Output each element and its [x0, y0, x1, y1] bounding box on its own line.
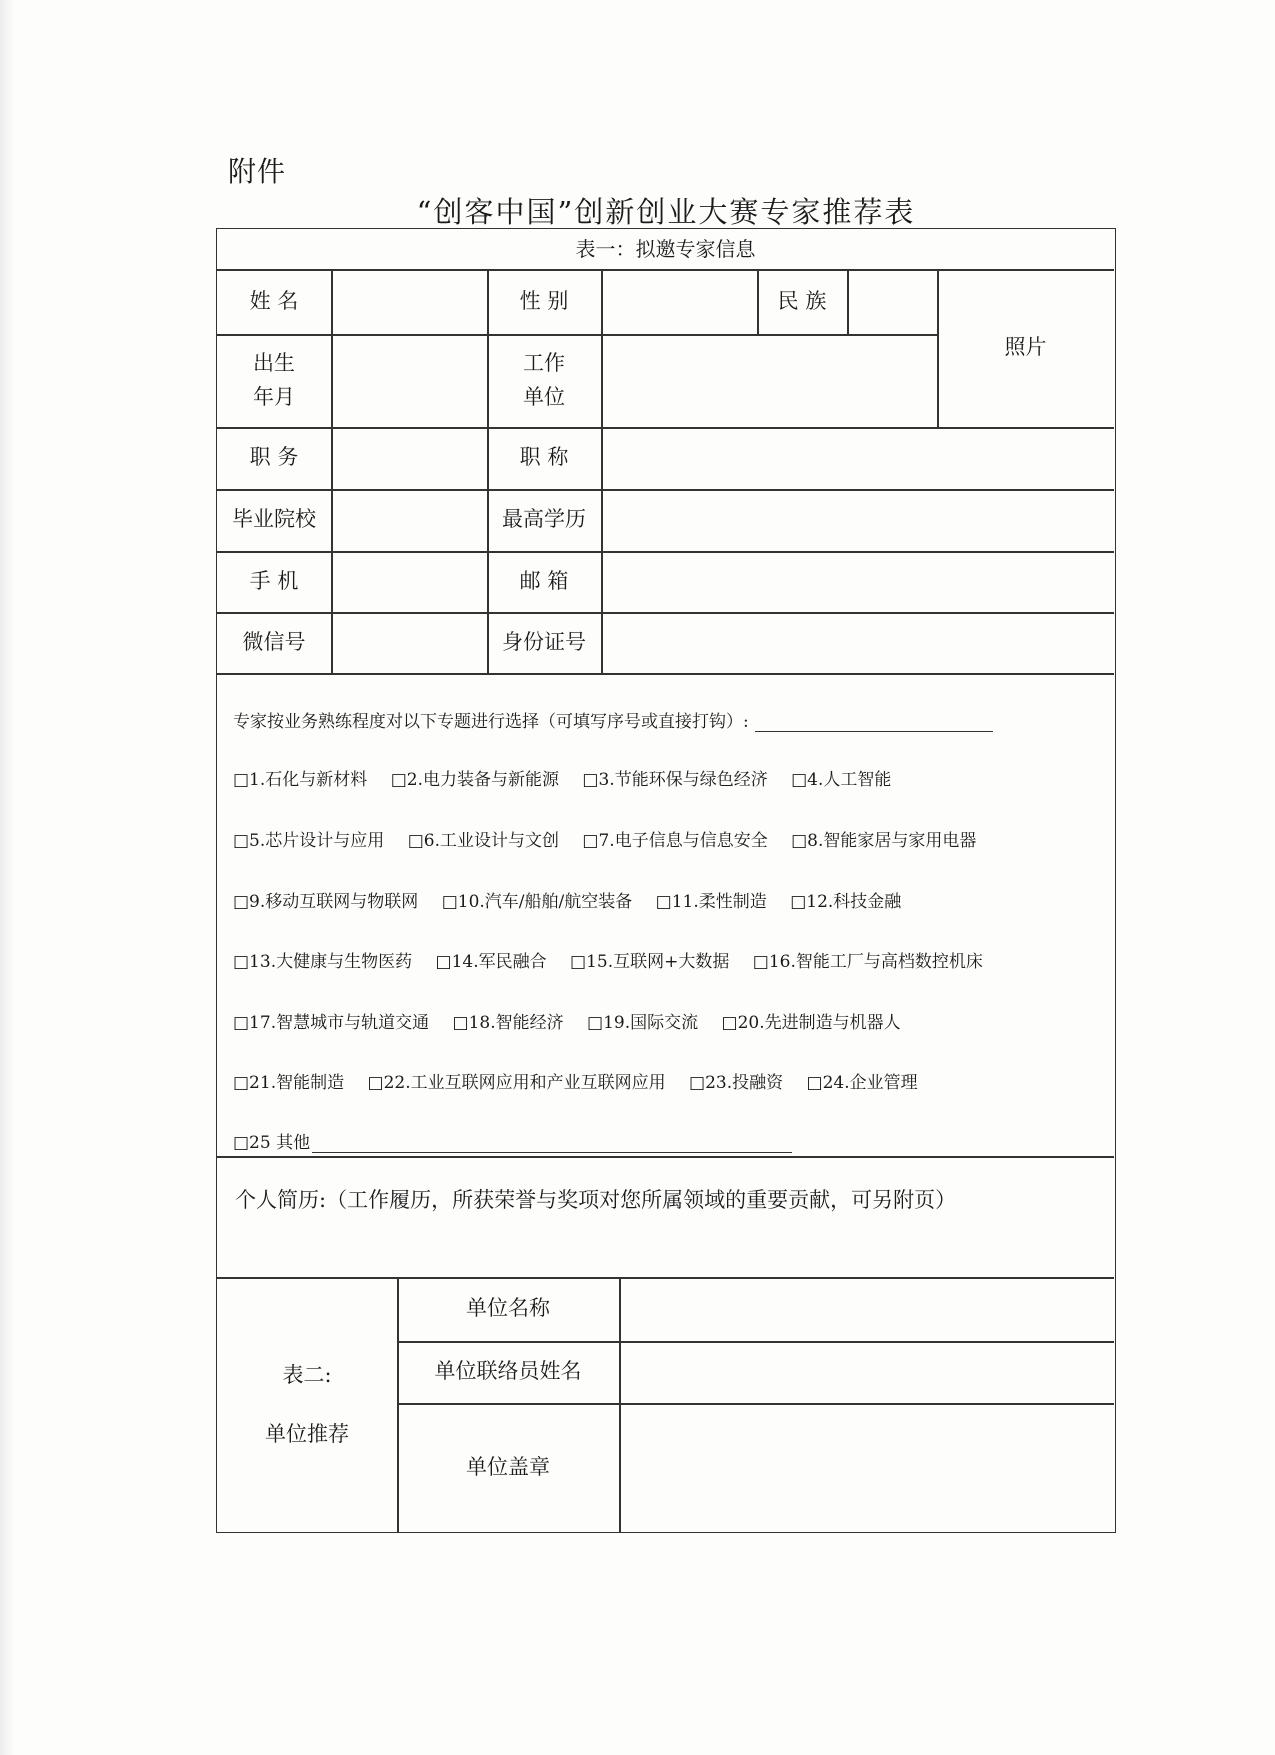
topic-checkbox[interactable]: □17.智慧城市与轨道交通 — [233, 1013, 430, 1033]
topic-checkbox[interactable]: □20.先进制造与机器人 — [721, 1013, 901, 1033]
table2-label-line1: 表二: — [282, 1362, 332, 1387]
topic-checkbox[interactable]: □15.互联网+大数据 — [570, 952, 730, 972]
title-field[interactable] — [601, 427, 1114, 489]
topic-other-blank[interactable] — [312, 1152, 792, 1153]
table2-label — [217, 1277, 397, 1532]
resume-prompt: 个人简历:（工作履历，所获荣誉与奖项对您所属领域的重要贡献，可另附页） — [235, 1188, 957, 1212]
topic-row-other — [233, 1128, 792, 1153]
birth-field[interactable] — [331, 334, 487, 427]
unit-name-label: 单位名称 — [466, 1296, 550, 1321]
topic-row — [233, 765, 909, 790]
topic-checkbox[interactable]: □19.国际交流 — [587, 1013, 699, 1033]
name-label: 姓 名 — [249, 288, 299, 313]
topic-checkbox[interactable]: □13.大健康与生物医药 — [233, 952, 413, 972]
id-number-field[interactable] — [601, 612, 1114, 673]
work-label-line1: 工作 — [523, 350, 565, 375]
recommendation-form — [216, 228, 1116, 1533]
wechat-label: 微信号 — [242, 629, 306, 654]
rule — [217, 673, 1114, 675]
topic-checkbox[interactable]: □1.石化与新材料 — [233, 770, 368, 790]
work-field[interactable] — [601, 334, 937, 427]
page-title: “创客中国”创新创业大赛专家推荐表 — [416, 195, 916, 229]
birth-label-line2: 年月 — [253, 384, 295, 409]
unit-name-field[interactable] — [619, 1277, 1114, 1341]
mobile-label: 手 机 — [249, 568, 299, 593]
school-field[interactable] — [331, 489, 487, 551]
topic-other-checkbox[interactable]: □25 其他 — [233, 1133, 311, 1153]
seal-field[interactable] — [619, 1403, 1114, 1532]
work-label-line2: 单位 — [523, 384, 565, 409]
table1-header: 表一：拟邀专家信息 — [575, 237, 756, 261]
topic-checkbox[interactable]: □16.智能工厂与高档数控机床 — [752, 952, 983, 972]
ethnicity-label: 民 族 — [777, 288, 827, 313]
scan-edge — [0, 0, 14, 1755]
topic-checkbox[interactable]: □24.企业管理 — [806, 1073, 918, 1093]
education-label: 最高学历 — [502, 507, 586, 532]
id-number-label: 身份证号 — [502, 629, 586, 654]
mobile-field[interactable] — [331, 551, 487, 612]
topic-row — [233, 1008, 919, 1033]
position-field[interactable] — [331, 427, 487, 489]
topics-intro-text: 专家按业务熟练程度对以下专题进行选择（可填写序号或直接打钩）: — [233, 712, 749, 732]
topic-checkbox[interactable]: □21.智能制造 — [233, 1073, 345, 1093]
topic-checkbox[interactable]: □2.电力装备与新能源 — [390, 770, 559, 790]
topic-checkbox[interactable]: □8.智能家居与家用电器 — [791, 831, 977, 851]
school-label: 毕业院校 — [232, 507, 316, 532]
topic-checkbox[interactable]: □22.工业互联网应用和产业互联网应用 — [367, 1073, 666, 1093]
topic-checkbox[interactable]: □6.工业设计与文创 — [407, 831, 559, 851]
topic-checkbox[interactable]: □3.节能环保与绿色经济 — [582, 770, 768, 790]
rule — [217, 1156, 1114, 1158]
topic-checkbox[interactable]: □4.人工智能 — [791, 770, 892, 790]
topic-checkbox[interactable]: □10.汽车/船舶/航空装备 — [441, 892, 633, 912]
gender-label: 性 别 — [519, 288, 569, 313]
name-field[interactable] — [331, 269, 487, 334]
topic-checkbox[interactable]: □7.电子信息与信息安全 — [582, 831, 768, 851]
topic-row — [233, 826, 994, 851]
wechat-field[interactable] — [331, 612, 487, 673]
topic-checkbox[interactable]: □11.柔性制造 — [655, 892, 767, 912]
topics-intro — [233, 707, 993, 732]
topic-checkbox[interactable]: □12.科技金融 — [790, 892, 902, 912]
title-label: 职 称 — [519, 445, 569, 470]
topics-selection-blank[interactable] — [755, 731, 993, 732]
email-field[interactable] — [601, 551, 1114, 612]
topic-checkbox[interactable]: □5.芯片设计与应用 — [233, 831, 385, 851]
ethnicity-field[interactable] — [847, 269, 937, 334]
position-label: 职 务 — [249, 445, 299, 470]
topic-row — [233, 947, 1001, 972]
contact-name-label: 单位联络员姓名 — [434, 1359, 582, 1384]
education-field[interactable] — [601, 489, 1114, 551]
contact-name-field[interactable] — [619, 1341, 1114, 1403]
topic-checkbox[interactable]: □23.投融资 — [689, 1073, 784, 1093]
gender-field[interactable] — [601, 269, 757, 334]
photo-label: 照片 — [1004, 335, 1047, 360]
attachment-label: 附件 — [228, 155, 287, 188]
birth-label — [217, 334, 331, 427]
topic-checkbox[interactable]: □18.智能经济 — [452, 1013, 564, 1033]
topic-row — [233, 887, 919, 912]
work-label — [487, 334, 601, 427]
email-label: 邮 箱 — [519, 568, 569, 593]
topic-row — [233, 1068, 936, 1093]
seal-label: 单位盖章 — [466, 1454, 550, 1479]
birth-label-line1: 出生 — [253, 350, 295, 375]
topic-checkbox[interactable]: □14.军民融合 — [435, 952, 547, 972]
table2-label-line2: 单位推荐 — [265, 1421, 349, 1446]
topic-checkbox[interactable]: □9.移动互联网与物联网 — [233, 892, 419, 912]
photo-area[interactable] — [937, 269, 1114, 427]
